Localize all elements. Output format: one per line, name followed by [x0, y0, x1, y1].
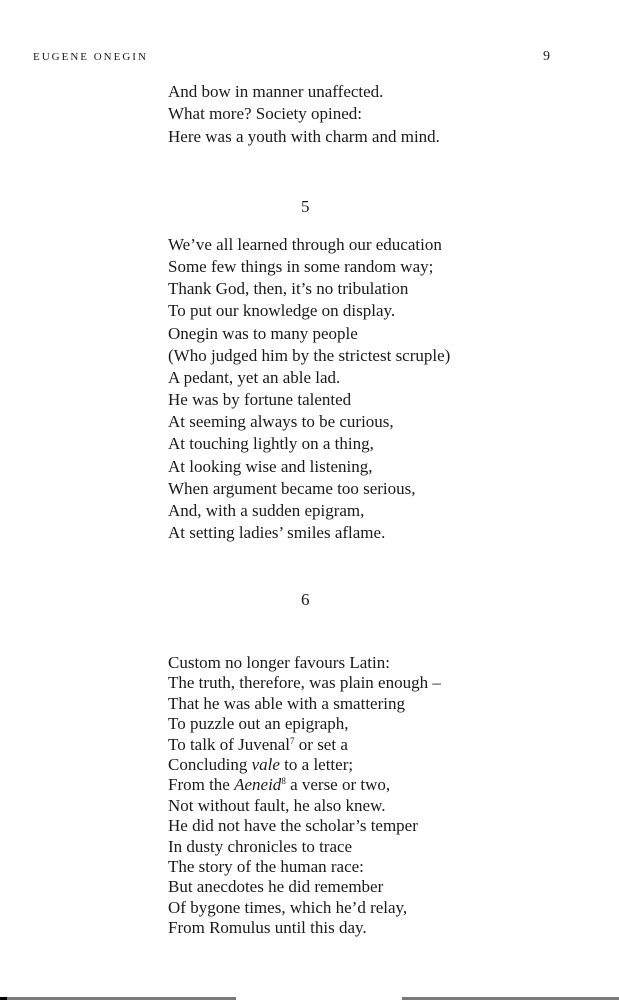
- verse-line: Here was a youth with charm and mind.: [168, 126, 440, 146]
- verse-line: Custom no longer favours Latin:: [168, 653, 390, 672]
- verse-line: But anecdotes he did remember: [168, 877, 384, 897]
- verse-line: To puzzle out an epigraph,: [168, 714, 349, 734]
- footnote-ref[interactable]: 8: [281, 776, 286, 787]
- text: Concluding: [168, 755, 252, 775]
- verse-line: Of bygone times, which he’d relay,: [168, 897, 408, 917]
- verse-line: A pedant, yet an able lad.: [168, 367, 341, 387]
- running-title: EUGENE ONEGIN: [33, 51, 148, 63]
- verse-line: He did not have the scholar’s temper: [168, 816, 418, 836]
- footnote-ref[interactable]: 7: [290, 735, 295, 746]
- stanza-previous: [168, 81, 440, 148]
- verse-line: At seeming always to be curious,: [168, 412, 394, 432]
- verse-line: That he was able with a smattering: [168, 693, 405, 713]
- italic-text: Aeneid: [234, 775, 282, 795]
- verse-line: He was by fortune talented: [168, 390, 352, 410]
- verse-line: What more? Society opined:: [168, 104, 363, 124]
- verse-line: Not without fault, he also knew.: [168, 795, 386, 815]
- stanza-6: [168, 653, 441, 939]
- verse-line: [168, 775, 441, 795]
- verse-line: And bow in manner unaffected.: [168, 82, 384, 101]
- verse-line: [168, 735, 441, 755]
- stanza-number-5: 5: [301, 197, 310, 216]
- text: From the: [168, 775, 235, 795]
- verse-line: And, with a sudden epigram,: [168, 500, 365, 520]
- verse-line: [168, 755, 441, 775]
- verse-line: To put our knowledge on display.: [168, 301, 396, 321]
- verse-line: At touching lightly on a thing,: [168, 434, 374, 454]
- text: a verse or two,: [285, 775, 391, 795]
- verse-line: Thank God, then, it’s no tribulation: [168, 279, 409, 299]
- stanza-number-6: 6: [301, 590, 310, 609]
- text: to a letter;: [279, 755, 354, 775]
- text: or set a: [294, 734, 348, 754]
- verse-line: The truth, therefore, was plain enough –: [168, 673, 441, 693]
- text: To talk of Juvenal: [168, 734, 291, 754]
- italic-text: vale: [251, 755, 280, 775]
- verse-line: In dusty chronicles to trace: [168, 836, 353, 856]
- verse-line: When argument became too serious,: [168, 478, 416, 498]
- verse-line: At looking wise and listening,: [168, 456, 373, 476]
- verse-line: From Romulus until this day.: [168, 918, 367, 938]
- verse-line: Some few things in some random way;: [168, 257, 434, 277]
- verse-line: Onegin was to many people: [168, 323, 358, 343]
- verse-line: (Who judged him by the strictest scruple): [168, 345, 451, 365]
- verse-line: We’ve all learned through our education: [168, 235, 442, 254]
- verse-line: The story of the human race:: [168, 857, 364, 877]
- verse-line: At setting ladies’ smiles aflame.: [168, 523, 386, 543]
- stanza-5: [168, 234, 450, 544]
- page-number: 9: [543, 49, 550, 64]
